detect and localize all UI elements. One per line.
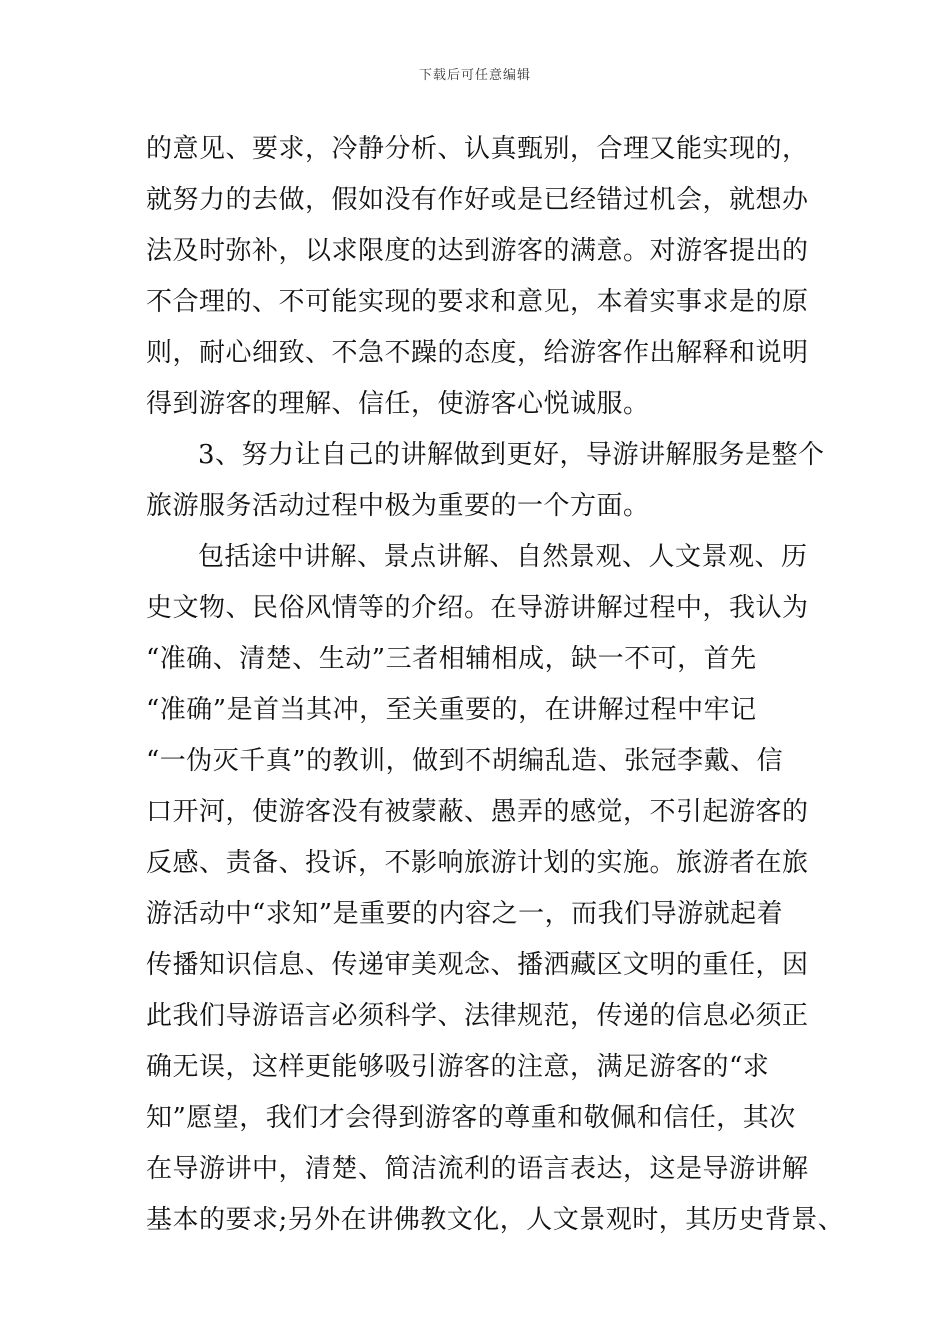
text-line: 不合理的、不可能实现的要求和意见，本着实事求是的原 [146, 287, 809, 317]
text-line: 则，耐心细致、不急不躁的态度，给游客作出解释和说明 [146, 338, 809, 368]
text-line: 基本的要求;另外在讲佛教文化，人文景观时，其历史背景、 [146, 1205, 845, 1235]
text-line: “一伪灭千真”的教训，做到不胡编乱造、张冠李戴、信 [146, 746, 784, 776]
page-header: 下载后可任意编辑 [418, 68, 531, 83]
text-line: 在导游讲中，清楚、简洁流利的语言表达，这是导游讲解 [146, 1154, 809, 1184]
text-line: 史文物、民俗风情等的介绍。在导游讲解过程中，我认为 [146, 593, 809, 623]
text-line: “准确”是首当其冲，至关重要的，在讲解过程中牢记 [146, 695, 757, 725]
text-line: 确无误，这样更能够吸引游客的注意，满足游客的“求 [146, 1052, 770, 1082]
text-line: 包括途中讲解、景点讲解、自然景观、人文景观、历 [198, 542, 808, 572]
text-line: 法及时弥补，以求限度的达到游客的满意。对游客提出的 [146, 236, 809, 266]
text-line: 3、努力让自己的讲解做到更好，导游讲解服务是整个 [198, 440, 825, 470]
text-line: 知”愿望，我们才会得到游客的尊重和敬佩和信任，其次 [146, 1103, 796, 1133]
text-line: 的意见、要求，冷静分析、认真甄别，合理又能实现的， [146, 134, 809, 164]
text-line: 口开河，使游客没有被蒙蔽、愚弄的感觉，不引起游客的 [146, 797, 809, 827]
text-line: 旅游服务活动过程中极为重要的一个方面。 [146, 491, 650, 521]
text-line: 反感、责备、投诉，不影响旅游计划的实施。旅游者在旅 [146, 848, 809, 878]
text-line: 游活动中“求知”是重要的内容之一，而我们导游就起着 [146, 899, 784, 929]
text-line: “准确、清楚、生动”三者相辅相成，缺一不可，首先 [146, 644, 757, 674]
text-line: 此我们导游语言必须科学、法律规范，传递的信息必须正 [146, 1001, 809, 1031]
text-line: 传播知识信息、传递审美观念、播洒藏区文明的重任，因 [146, 950, 809, 980]
text-line: 得到游客的理解、信任，使游客心悦诚服。 [146, 389, 650, 419]
text-line: 就努力的去做，假如没有作好或是已经错过机会，就想办 [146, 185, 809, 215]
document-body [146, 124, 845, 1246]
